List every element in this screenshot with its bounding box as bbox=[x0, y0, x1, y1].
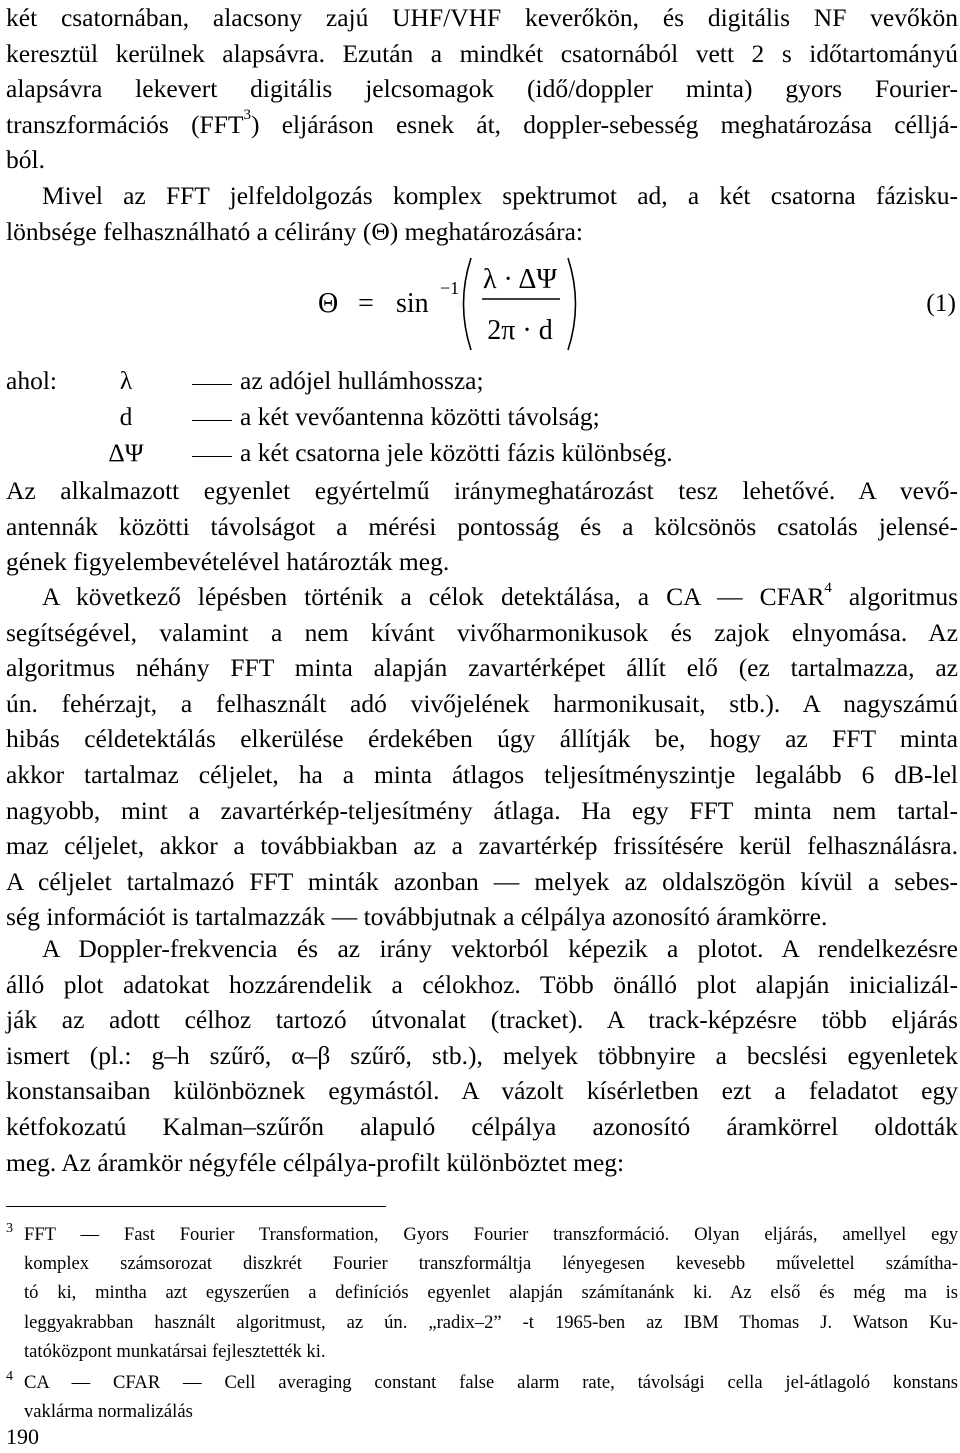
formula-lhs: Θ bbox=[318, 288, 339, 319]
text-line: keresztül kerülnek alapsávra. Ezután a mindkét csatornából vett 2 s időtartományú bbox=[6, 38, 958, 68]
text-line: A céljelet tartalmazó FFT minták azonban — melyek az oldalszögön kívül a sebes- bbox=[6, 866, 958, 896]
text-line: konstansaiban különböznek egymástól. A vázolt kísérletben ezt a feladatot egy bbox=[6, 1076, 958, 1106]
footnote-ref-4: 4 bbox=[824, 579, 832, 596]
definition-symbol: ΔΨ bbox=[108, 438, 144, 467]
text-line: ún. fehérzajt, a felhasznált adó vivőjelének harmonikusait, stb.). A nagyszámú bbox=[6, 688, 958, 718]
footnote-line: leggyakrabban használt algoritmust, az ún. „radix–2” -t 1965-ben az IBM Thomas J. Watson Ku- bbox=[24, 1311, 958, 1333]
formula-exponent: −1 bbox=[440, 278, 460, 298]
footnote-line bbox=[6, 1220, 958, 1249]
text-line: két csatornában, alacsony zajú UHF/VHF keverőkön, és digitális NF vevőkön bbox=[6, 3, 958, 32]
text-line bbox=[6, 107, 958, 143]
formula-numerator: λ · ΔΨ bbox=[482, 264, 558, 295]
text-line: ség információt is tartalmazzák — továbbjutnak a célpálya azonosító áramkörre. bbox=[6, 902, 828, 932]
footnote-separator bbox=[6, 1206, 386, 1207]
text-line: maz céljelet, akkor a továbbiakban az a zavartérkép frissítésére kerül felhasználásra. bbox=[6, 831, 958, 861]
paragraph-5 bbox=[6, 931, 958, 1180]
text-line: kétfokozatú Kalman–szűrőn alapuló célpálya azonosító áramkörrel oldották bbox=[6, 1111, 958, 1141]
text-line: álló plot adatokat hozzárendelik a célokhoz. Több önálló plot alapján inicializál- bbox=[6, 969, 958, 999]
text-line: alapsávra lekevert digitális jelcsomagok (idő/doppler minta) gyors Fourier- bbox=[6, 74, 958, 104]
definitions-label: ahol: bbox=[6, 366, 57, 395]
definition-dash bbox=[192, 420, 232, 421]
left-paren bbox=[464, 258, 472, 350]
equation-number: (1) bbox=[926, 288, 956, 317]
definition-dash bbox=[192, 456, 232, 457]
text-line: nagyobb, mint a zavartérkép-teljesítmény átlaga. Ha egy FFT minta nem tartal- bbox=[6, 795, 958, 825]
footnote-line: vaklárma normalizálás bbox=[24, 1401, 193, 1423]
text-fragment: algoritmus bbox=[831, 582, 958, 611]
text-line: hibás céldetektálás elkerülése érdekében úgy állítják be, hogy az FFT minta bbox=[6, 724, 958, 754]
text-line: Az alkalmazott egyenlet egyértelmű iránymeghatározást tesz lehetővé. A vevő- bbox=[6, 476, 958, 505]
formula-denominator: 2π · d bbox=[487, 315, 553, 346]
text-line: A Doppler-frekvencia és az irány vektorból képezik a plotot. A rendelkezésre bbox=[42, 934, 958, 963]
definition-text: a két vevőantenna közötti távolság; bbox=[240, 402, 600, 431]
text-line: segítségével, valamint a nem kívánt vivőharmonikusok és zajok elnyomása. Az bbox=[6, 617, 958, 647]
definition-text: az adójel hullámhossza; bbox=[240, 366, 484, 395]
paragraph-4 bbox=[6, 579, 958, 935]
paragraph-2 bbox=[6, 178, 958, 249]
text-line: antennák közötti távolságot a mérési pontosság és a kölcsönös csatolás jelensé- bbox=[6, 511, 958, 541]
paragraph-1 bbox=[6, 0, 958, 178]
definition-symbol: λ bbox=[119, 366, 133, 395]
footnote-ref-3: 3 bbox=[243, 107, 252, 124]
equation-1 bbox=[0, 252, 960, 356]
footnote-3 bbox=[6, 1220, 958, 1366]
text-fragment: transzformációs (FFT bbox=[6, 109, 244, 139]
formula-equals: = bbox=[358, 288, 374, 319]
paragraph-3 bbox=[6, 473, 958, 580]
footnote-mark: 3 bbox=[6, 1221, 13, 1236]
text-line: meg. Az áramkör négyféle célpálya-profilt különböztet meg: bbox=[6, 1147, 625, 1177]
text-line: Mivel az FFT jelfeldolgozás komplex spektrumot ad, a két csatorna fázisku- bbox=[42, 181, 958, 210]
text-line: gének figyelembevételével határozták meg. bbox=[6, 547, 450, 577]
definition-symbol: d bbox=[119, 402, 133, 431]
footnote-text: CA — CFAR — Cell averaging constant false alarm rate, távolsági cella jel-átlagoló konstans bbox=[24, 1372, 958, 1393]
page-number: 190 bbox=[6, 1424, 39, 1449]
formula-function: sin bbox=[396, 288, 429, 319]
text-line: ból. bbox=[6, 145, 45, 175]
footnote-4 bbox=[6, 1368, 958, 1426]
text-line: lönbsége felhasználható a célirány (Θ) meghatározására: bbox=[6, 216, 583, 246]
text-line bbox=[6, 579, 958, 615]
text-fragment: ) eljáráson esnek át, doppler-sebesség meghatározása célljá- bbox=[251, 109, 959, 139]
footnote-line: tó ki, mintha azt egyszerűen a definíciós egyenlet alapján számítanánk ki. Az első és még ma is bbox=[24, 1282, 958, 1304]
text-line: ják az adott célhoz tartozó útvonalat (tracket). A track-képzésre több eljárás bbox=[6, 1005, 958, 1035]
definition-text: a két csatorna jele közötti fázis különbség. bbox=[240, 438, 673, 467]
text-line: akkor tartalmaz céljelet, ha a minta átlagos teljesítményszintje legalább 6 dB-lel bbox=[6, 759, 958, 789]
footnote-line: tatóközpont munkatársai fejlesztették ki. bbox=[24, 1340, 326, 1362]
definition-dash bbox=[192, 384, 232, 385]
text-line: algoritmus néhány FFT minta alapján zavartérképet állít elő (ez tartalmazza, az bbox=[6, 653, 958, 683]
footnote-mark: 4 bbox=[6, 1369, 13, 1384]
footnote-line: komplex számsorozat diszkrét Fourier transzformáltja lényegesen kevesebb művelettel számítha- bbox=[24, 1253, 958, 1275]
formula-graphic bbox=[0, 252, 960, 356]
right-paren bbox=[568, 258, 576, 350]
text-line: ismert (pl.: g–h szűrő, α–β szűrő, stb.), melyek többnyire a becslési egyenletek bbox=[6, 1040, 958, 1070]
footnote-line bbox=[6, 1368, 958, 1397]
footnote-text: FFT — Fast Fourier Transformation, Gyors Fourier transzformáció. Olyan eljárás, amellyel egy bbox=[24, 1224, 958, 1245]
text-fragment: A következő lépésben történik a célok detektálása, a CA — CFAR bbox=[42, 582, 825, 611]
